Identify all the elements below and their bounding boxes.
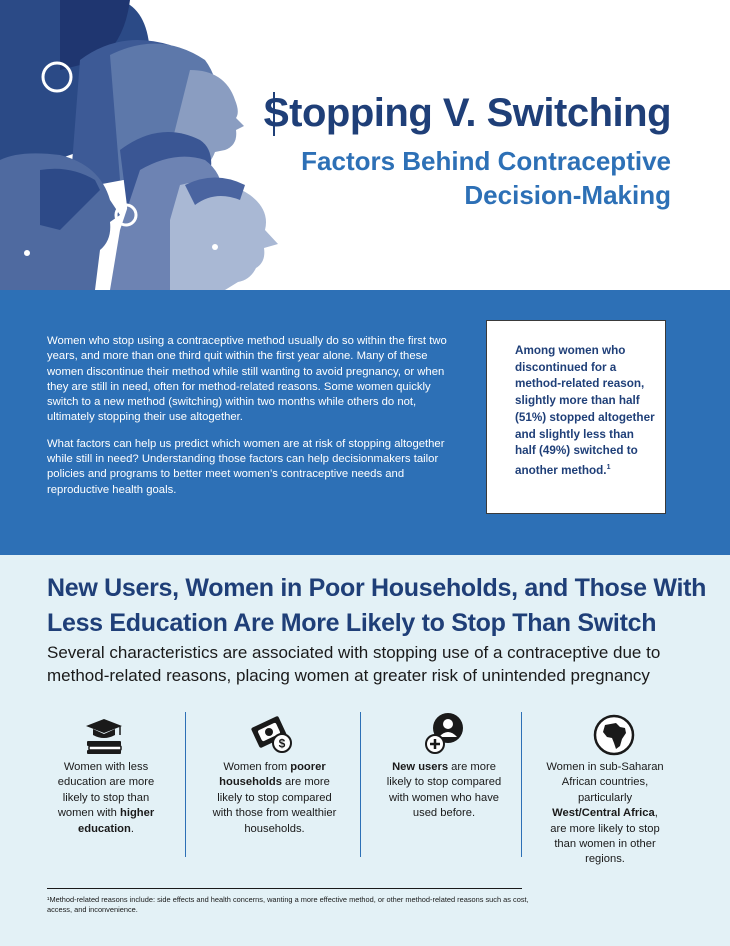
svg-text:$: $ xyxy=(278,736,286,751)
factor-region-text: Women in sub-Saharan African countries, particularly xyxy=(546,761,664,804)
page-title: Stopping V. Switching xyxy=(262,91,671,135)
intro-paragraph-1: Women who stop using a contraceptive method usually do so within the first two years, and more than one third quit within the first year alone. Many of these women discontinue their method while still wanting to avoid pregnancy, or when they are still in need, often for method-related reasons. Some women quickly switch to a new method (switching) within two months while others do not, ultimately stopping their use altogether. xyxy=(47,335,447,424)
callout-body: Among women who discontinued for a method-related reason, slightly more than half (51%) stopped altogether and slightly less than half (49%) switched to another method. xyxy=(515,344,655,477)
education-icon xyxy=(82,713,126,757)
footnote: ¹Method-related reasons include: side effects and health concerns, wanting a more effective method, or other method-related reasons such as cost, access, and inconvenience. xyxy=(47,895,529,914)
factor-region-text-end: , are more likely to stop than women in other regions. xyxy=(550,807,660,866)
section-subheading: Several characteristics are associated with stopping use of a contraceptive due to method-related reasons, placing women at greater risk of unintended pregnancy xyxy=(47,643,661,685)
title-block xyxy=(251,88,671,212)
factor-new-users-text: are more likely to stop compared with women who have used before. xyxy=(386,761,502,820)
page-subtitle-line-2: Decision-Making xyxy=(464,180,671,210)
new-user-icon xyxy=(424,711,468,755)
factor-new-users-emphasis: New users xyxy=(392,761,449,773)
factor-poverty-text-end: are more likely to stop compared with those from wealthier households. xyxy=(212,776,337,835)
factor-new-users xyxy=(382,760,506,822)
column-divider-1 xyxy=(185,712,186,857)
women-profiles-illustration xyxy=(0,0,290,290)
factor-education-text: Women with less education are more likely to stop than women with xyxy=(57,761,155,820)
intro-paragraph-2: What factors can help us predict which women are at risk of stopping altogether while still in need? Understanding those factors can help decisionmakers tailor policies and programs to better meet women’s contraceptive needs and reproductive health goals. xyxy=(47,437,445,496)
factor-education xyxy=(45,760,167,837)
factor-region-emphasis: West/Central Africa xyxy=(552,807,655,820)
callout-footnote-mark: 1 xyxy=(606,463,611,471)
factor-education-emphasis: higher education xyxy=(78,807,155,835)
intro-text xyxy=(47,334,451,509)
africa-icon xyxy=(592,713,636,757)
footnote-rule xyxy=(47,888,522,889)
factor-poverty-text: Women from xyxy=(223,761,291,773)
callout-text xyxy=(515,343,655,480)
section-heading: New Users, Women in Poor Households, and Those With Less Education Are More Likely to Stop Than Switch xyxy=(47,574,707,637)
callout-box xyxy=(486,320,666,514)
factor-region xyxy=(543,760,667,868)
intro-band xyxy=(0,290,730,555)
page-subtitle-line-1: Factors Behind Contraceptive xyxy=(301,146,671,176)
column-divider-2 xyxy=(360,712,361,857)
column-divider-3 xyxy=(521,712,522,857)
factor-education-text-end: . xyxy=(130,822,134,835)
money-icon xyxy=(250,711,294,755)
header xyxy=(0,0,730,290)
factor-poverty xyxy=(207,760,342,837)
factor-poverty-emphasis: poorer households xyxy=(219,761,326,789)
factors-section xyxy=(0,555,730,946)
